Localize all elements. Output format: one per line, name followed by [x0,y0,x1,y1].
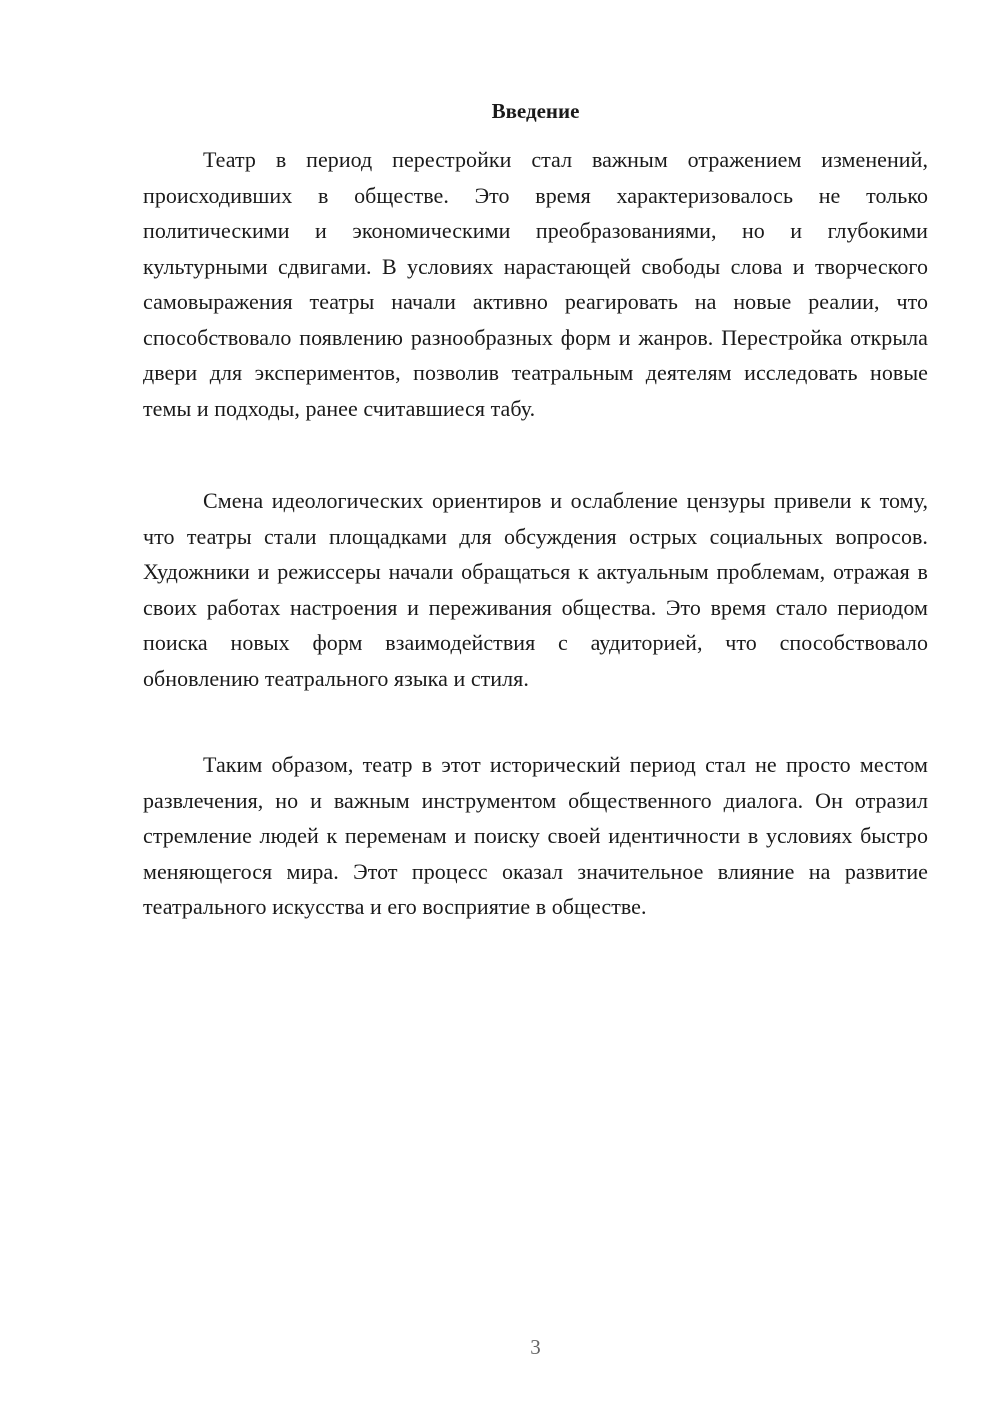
section-heading: Введение [491,99,580,123]
paragraph-1: Театр в период перестройки стал важным отражением изменений, происходивших в обществе. Это время характеризовалось не только политическими и экономическими преобразованиями, но и глубокими культурными сдвигами. В условиях нарастающей свободы слова и творческого самовыражения театры начали активно реагировать на новые реалии, что способствовало появлению разнообразных форм и жанров. Перестройка открыла двери для экспериментов, позволив театральным деятелям исследовать новые темы и подходы, ранее считавшиеся табу. [143,147,928,421]
page-number: 3 [530,1335,541,1359]
paragraph-3: Таким образом, театр в этот исторический период стал не просто местом развлечения, но и важным инструментом общественного диалога. Он отразил стремление людей к переменам и поиску своей идентичности в условиях быстро меняющегося мира. Этот процесс оказал значительное влияние на развитие театрального искусства и его восприятие в обществе. [143,752,928,919]
paragraph-2: Смена идеологических ориентиров и ослабление цензуры привели к тому, что театры стали площадками для обсуждения острых социальных вопросов. Художники и режиссеры начали обращаться к актуальным проблемам, отражая в своих работах настроения и переживания общества. Это время стало периодом поиска новых форм взаимодействия с аудиторией, что способствовало обновлению театрального языка и стиля. [143,488,928,691]
